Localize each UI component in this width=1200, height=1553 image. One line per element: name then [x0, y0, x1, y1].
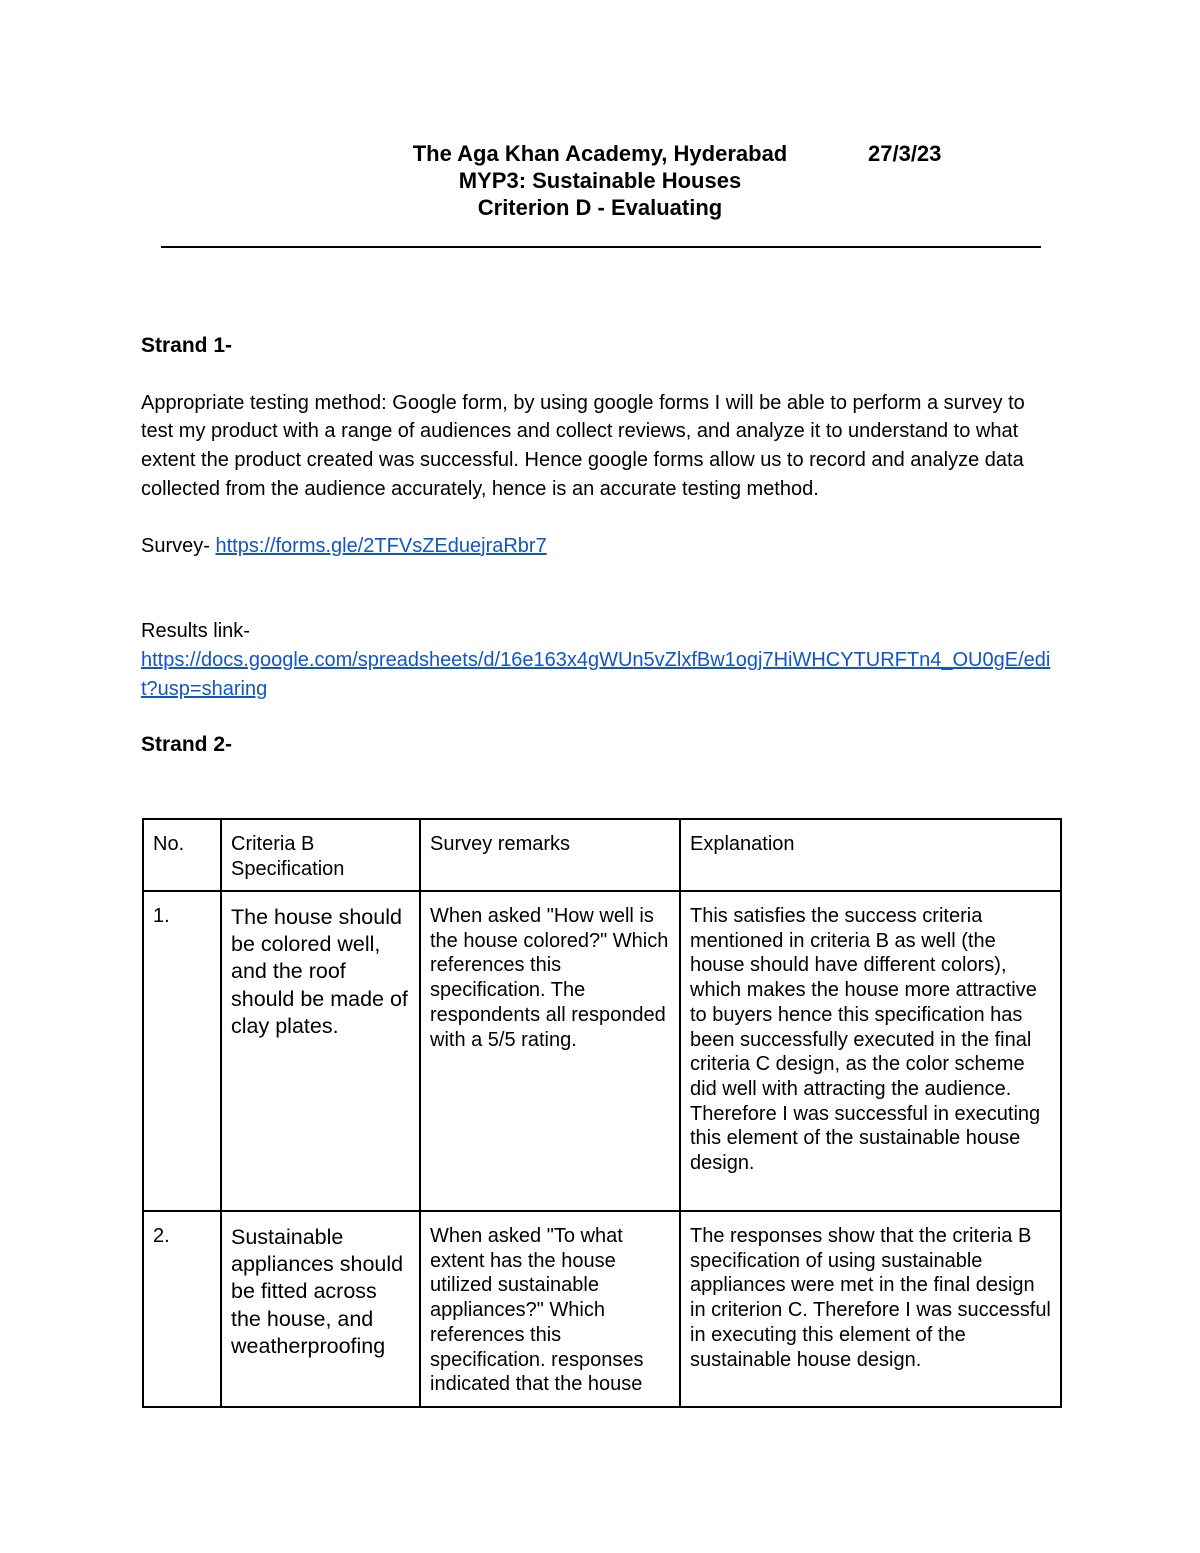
row-remarks: When asked "To what extent has the house utilized sustainable appliances?" Which references this specification. responses indicated that the house [420, 1211, 680, 1407]
row-specification: Sustainable appliances should be fitted across the house, and weatherproofing [221, 1211, 420, 1407]
table-row [143, 891, 1061, 1211]
row-explanation: This satisfies the success criteria mentioned in criteria B as well (the house should have different colors), which makes the house more attractive to buyers hence this specification has been successfully executed in the final criteria C design, as the color scheme did well with attracting the audience. Therefore I was successful in executing this element of the sustainable house design. [680, 891, 1061, 1211]
results-link[interactable]: https://docs.google.com/spreadsheets/d/16e163x4gWUn5vZlxfBw1ogj7HiWHCYTURFTn4_OU0gE/edit?usp=sharing [141, 648, 1051, 700]
testing-method-paragraph: Appropriate testing method: Google form, by using google forms I will be able to perform a survey to test my product with a range of audiences and collect reviews, and analyze it to understand to what extent the product created was successful. Hence google forms allow us to record and analyze data collected from the audience accurately, hence is an accurate testing method. [141, 391, 1025, 500]
course-title: MYP3: Sustainable Houses [458, 168, 742, 193]
header-cell-no: No. [143, 819, 221, 891]
header-cell-spec: Criteria B Specification [221, 819, 420, 891]
document-header [0, 140, 1200, 221]
results-label: Results link- [141, 620, 250, 643]
table-row [143, 1211, 1061, 1407]
table-header-row [143, 819, 1061, 891]
header-cell-remarks: Survey remarks [420, 819, 680, 891]
survey-line [141, 532, 1061, 561]
strand-1-heading: Strand 1- [141, 334, 233, 357]
row-number: 1. [143, 891, 221, 1211]
survey-link[interactable]: https://forms.gle/2TFVsZEduejraRbr7 [215, 534, 547, 557]
survey-label: Survey- [141, 534, 216, 557]
document-body [141, 332, 1061, 760]
document-date: 27/3/23 [868, 141, 942, 166]
row-explanation: The responses show that the criteria B specification of using sustainable appliances were met in the final design in criterion C. Therefore I was successful in executing this element of the sustainable house design. [680, 1211, 1061, 1407]
header-cell-explanation: Explanation [680, 819, 1061, 891]
school-name: The Aga Khan Academy, Hyderabad [412, 141, 788, 166]
row-number: 2. [143, 1211, 221, 1407]
row-specification: The house should be colored well, and the roof should be made of clay plates. [221, 891, 420, 1211]
row-remarks: When asked "How well is the house colored?" Which references this specification. The respondents all responded with a 5/5 rating. [420, 891, 680, 1211]
header-divider [161, 246, 1041, 248]
evaluation-table [142, 818, 1062, 1408]
strand-2-heading: Strand 2- [141, 733, 233, 757]
criterion-title: Criterion D - Evaluating [477, 195, 723, 220]
